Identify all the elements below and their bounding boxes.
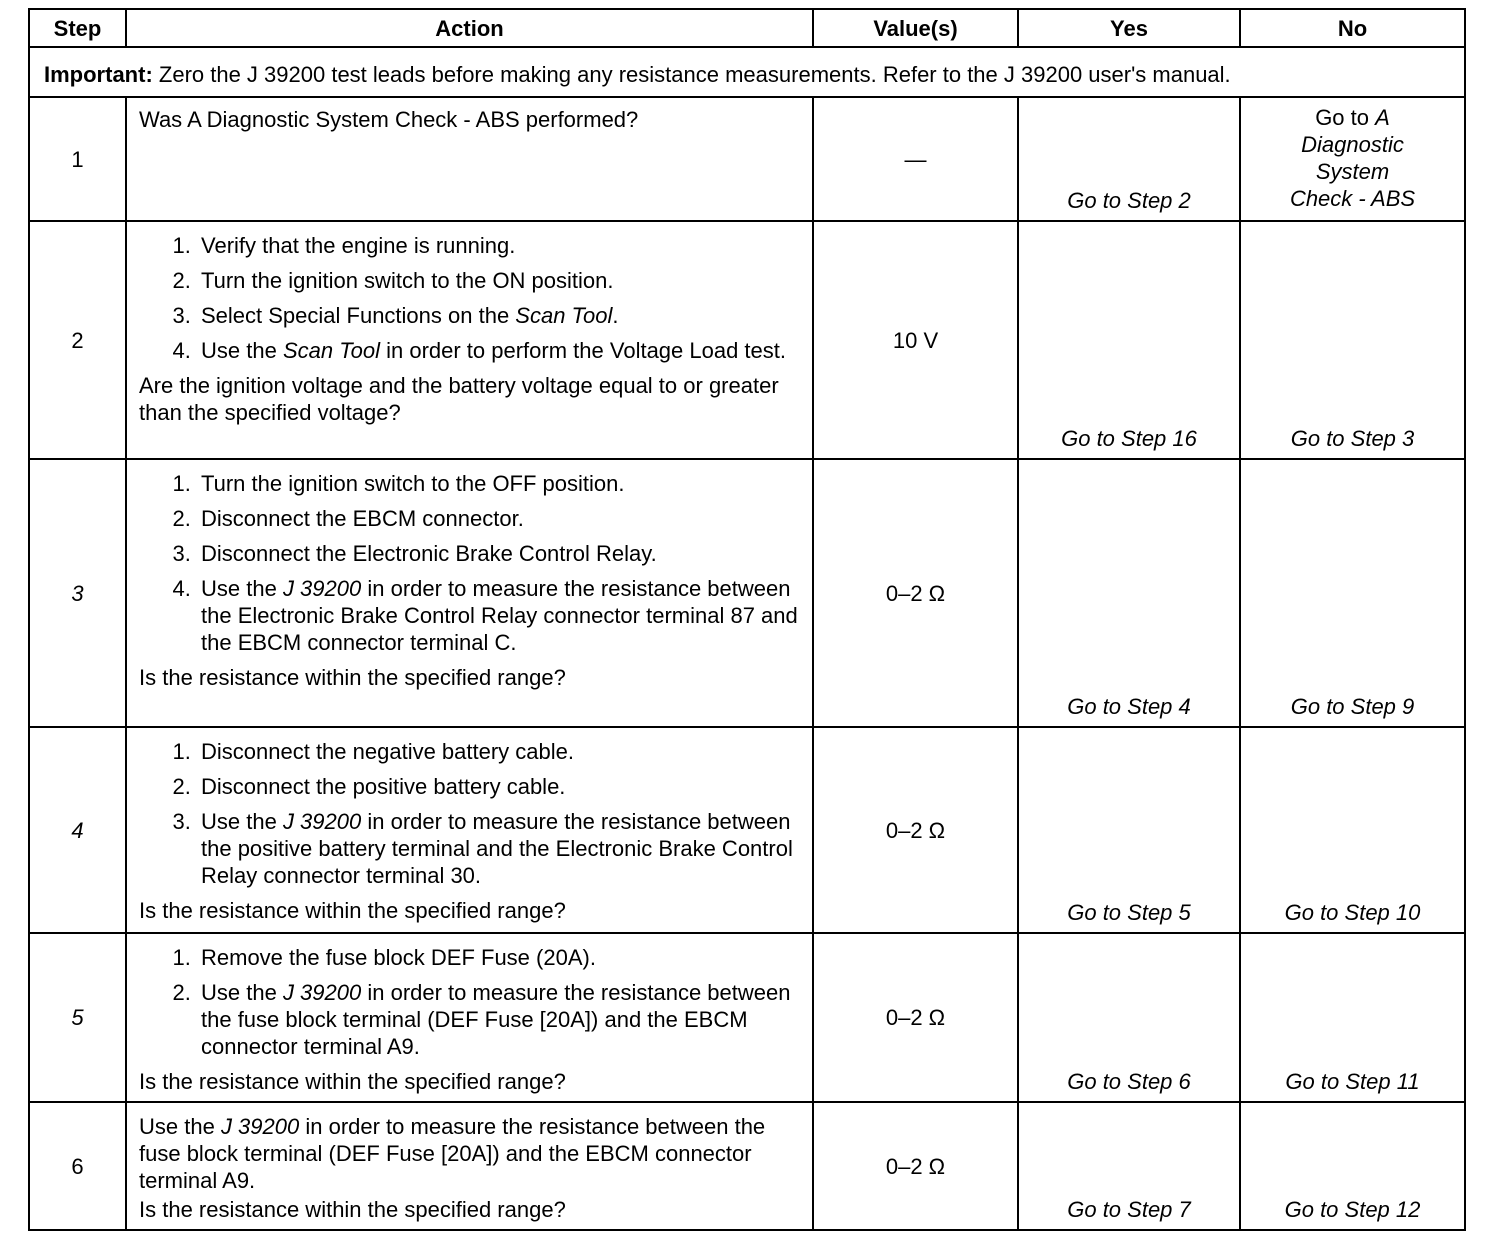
no-cell: Go to Step 12: [1240, 1102, 1465, 1230]
value-cell: 0–2 Ω: [813, 933, 1018, 1102]
no-line-4: Check - ABS: [1289, 186, 1416, 211]
list-item: 4. Use the J 39200 in order to measure the resistance between the Electronic Brake Control Relay connector terminal 87 and the EBCM connector terminal C.: [197, 575, 800, 656]
action-list: [139, 232, 800, 364]
value-cell: 0–2 Ω: [813, 1102, 1018, 1230]
action-cell: [126, 933, 813, 1102]
table-row: [29, 727, 1465, 933]
important-note: [29, 47, 1465, 97]
value-cell: 0–2 Ω: [813, 459, 1018, 727]
yes-cell: Go to Step 16: [1018, 221, 1240, 459]
table-row: [29, 97, 1465, 221]
action-cell: [126, 727, 813, 933]
no-line-1: [1241, 104, 1464, 131]
action-cell: [126, 97, 813, 221]
step-number: 2: [29, 221, 126, 459]
list-item: 1. Turn the ignition switch to the OFF position.: [197, 470, 800, 497]
no-cell: Go to Step 11: [1240, 933, 1465, 1102]
value-cell: 0–2 Ω: [813, 727, 1018, 933]
value-cell: 10 V: [813, 221, 1018, 459]
header-row: [29, 9, 1465, 47]
yes-cell: Go to Step 2: [1018, 97, 1240, 221]
action-question: Is the resistance within the specified range?: [139, 1069, 566, 1094]
yes-cell: Go to Step 6: [1018, 933, 1240, 1102]
yes-cell: Go to Step 7: [1018, 1102, 1240, 1230]
no-line-1-em: A: [1375, 105, 1390, 130]
step-number: 1: [29, 97, 126, 221]
header-no: No: [1240, 9, 1465, 47]
header-action: Action: [126, 9, 813, 47]
action-question: Are the ignition voltage and the battery voltage equal to or greater than the specified voltage?: [139, 373, 779, 425]
list-item: 2. Disconnect the positive battery cable.: [197, 773, 800, 800]
step-number: 3: [29, 459, 126, 727]
header-yes: Yes: [1018, 9, 1240, 47]
table-row: [29, 221, 1465, 459]
list-item: 3. Use the J 39200 in order to measure the resistance between the positive battery terminal and the Electronic Brake Control Relay connector terminal 30.: [197, 808, 800, 889]
action-question: Was A Diagnostic System Check - ABS performed?: [139, 107, 639, 132]
yes-cell: Go to Step 5: [1018, 727, 1240, 933]
no-cell: [1240, 97, 1465, 221]
list-item: 4. Use the Scan Tool in order to perform the Voltage Load test.: [197, 337, 800, 364]
important-text: Zero the J 39200 test leads before making any resistance measurements. Refer to the J 39200 user's manual.: [158, 61, 1231, 87]
list-item: 3. Select Special Functions on the Scan Tool.: [197, 302, 800, 329]
no-line-2: Diagnostic: [1301, 132, 1404, 157]
step-number: 6: [29, 1102, 126, 1230]
list-item: 1. Verify that the engine is running.: [197, 232, 800, 259]
action-question: Is the resistance within the specified range?: [139, 665, 566, 690]
no-cell: Go to Step 10: [1240, 727, 1465, 933]
no-cell: Go to Step 9: [1240, 459, 1465, 727]
diagnostic-table: [28, 8, 1466, 1231]
list-item: 2. Use the J 39200 in order to measure the resistance between the fuse block terminal (DEF Fuse [20A]) and the EBCM connector terminal A9.: [197, 979, 800, 1060]
action-question: Is the resistance within the specified range?: [139, 898, 566, 923]
table-row: [29, 933, 1465, 1102]
list-item: 1. Remove the fuse block DEF Fuse (20A).: [197, 944, 800, 971]
list-item: 3. Disconnect the Electronic Brake Control Relay.: [197, 540, 800, 567]
important-label: Important:: [44, 61, 153, 87]
table-row: [29, 1102, 1465, 1230]
important-row: [29, 47, 1465, 97]
list-item: 2. Turn the ignition switch to the ON position.: [197, 267, 800, 294]
list-item: 1. Disconnect the negative battery cable.: [197, 738, 800, 765]
yes-cell: Go to Step 4: [1018, 459, 1240, 727]
step-number: 4: [29, 727, 126, 933]
action-list: [139, 944, 800, 1060]
list-item: 2. Disconnect the EBCM connector.: [197, 505, 800, 532]
no-line-1-prefix: Go to: [1315, 105, 1376, 130]
step-number: 5: [29, 933, 126, 1102]
no-cell: Go to Step 3: [1240, 221, 1465, 459]
value-cell: —: [813, 97, 1018, 221]
action-question: Is the resistance within the specified range?: [139, 1197, 566, 1222]
no-line-3: System: [1315, 159, 1390, 184]
header-values: Value(s): [813, 9, 1018, 47]
action-list: [139, 470, 800, 656]
table-row: [29, 459, 1465, 727]
action-list: [139, 738, 800, 889]
header-step: Step: [29, 9, 126, 47]
action-cell: [126, 1102, 813, 1230]
action-cell: [126, 459, 813, 727]
action-lead: Use the J 39200 in order to measure the resistance between the fuse block terminal (DEF Fuse [20A]) and the EBCM connector terminal A9.: [139, 1114, 766, 1193]
action-cell: [126, 221, 813, 459]
